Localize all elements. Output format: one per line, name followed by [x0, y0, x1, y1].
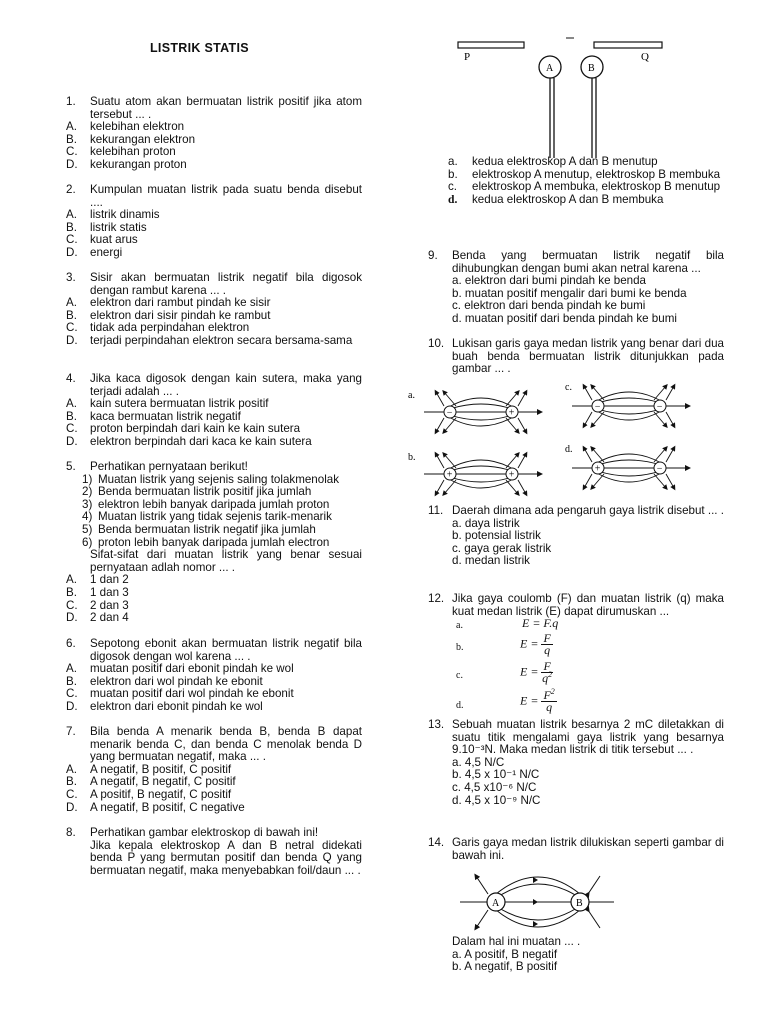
option[interactable]: D. elektron berpindah dari kaca ke kain sutera	[66, 434, 312, 448]
formula-c: E = $\frac{F}{q^2}$	[520, 659, 553, 685]
page-title: LISTRIK STATIS	[150, 41, 249, 55]
option[interactable]: B. listrik statis	[66, 220, 147, 234]
question-tail: Dalam hal ini muatan ... .	[452, 935, 581, 948]
question-text: Suatu atom akan bermuatan listrik positif jika atom tersebut ... .	[90, 95, 362, 121]
fig-c-right-sign: −	[656, 401, 663, 413]
formula-a: E = F.q	[522, 616, 559, 630]
option[interactable]: C. kelebihan proton	[66, 145, 176, 159]
option[interactable]: a. elektron dari bumi pindah ke benda	[452, 274, 647, 288]
option[interactable]: d. 4,5 x 10⁻⁹ N/C	[452, 793, 541, 807]
field-figure-2	[424, 454, 540, 494]
field-figure-1	[424, 392, 540, 432]
statement: 5) Benda bermuatan listrik negatif jika jumlah	[82, 522, 316, 536]
option[interactable]: c. elektroskop A membuka, elektroskop B menutup	[448, 180, 721, 194]
option[interactable]: c. elektron dari benda pindah ke bumi	[452, 299, 646, 313]
label-a: A	[546, 63, 554, 74]
question-1: 1. Suatu atom akan bermuatan listrik positif jika atom tersebut ... . A. kelebihan elektron B. kekurangan elektron C. kelebihan proton D. kekurangan proton	[66, 95, 362, 171]
option[interactable]: c. 4,5 x10⁻⁶ N/C	[452, 780, 537, 794]
option[interactable]: a. kedua elektroskop A dan B menutup	[448, 155, 658, 168]
statement: 3) elektron lebih banyak daripada jumlah proton	[82, 497, 330, 511]
fig-a-right-sign: +	[508, 407, 515, 419]
option[interactable]: a. daya listrik	[452, 516, 520, 530]
option[interactable]: D. terjadi perpindahan elektron secara bersama-sama	[66, 333, 353, 347]
question-text: Sebuah muatan listrik besarnya 2 mC diletakkan di suatu titik mengalami gaya listrik yang besarnya 9.10⁻³N. Maka medan listrik di titik tersebut ... .	[452, 718, 724, 757]
option[interactable]: B. A negatif, B negatif, C positif	[66, 775, 236, 789]
option[interactable]: c. gaya gerak listrik	[452, 541, 552, 555]
option[interactable]: A. muatan positif dari ebonit pindah ke wol	[66, 662, 294, 676]
question-11: 11. Daerah dimana ada pengaruh gaya listrik disebut ... . a. daya listrik b. potensial listrik c. gaya gerak listrik d. medan listrik	[428, 504, 724, 568]
question-text: Kumpulan muatan listrik pada suatu benda disebut ....	[90, 183, 362, 209]
statement: 4) Muatan listrik yang tidak sejenis tarik-menarik	[82, 510, 332, 524]
question-4: 4. Jika kaca digosok dengan kain sutera, maka yang terjadi adalah ... . A. kain sutera bermuatan listrik positif B. kaca bermuatan listrik negatif C. proton berpindah dari kain ke kain sutera D. elektron berpindah dari kaca ke kain sutera	[66, 372, 362, 448]
question-text: Bila benda A menarik benda B, benda B dapat menarik benda C, dan benda C menolak benda D yang bermuatan negatif, maka ... .	[90, 725, 362, 764]
question-text: Lukisan garis gaya medan listrik yang benar dari dua buah benda bermuatan listrik ditunjukkan pada gambar ... .	[452, 337, 724, 376]
label-p: P	[464, 51, 471, 63]
diagram-label-a: a.	[408, 390, 415, 401]
option[interactable]: A. A negatif, B positif, C positif	[66, 762, 232, 776]
option[interactable]: C. kuat arus	[66, 233, 138, 247]
question-text: Garis gaya medan listrik dilukiskan seperti gambar di bawah ini.	[452, 836, 724, 862]
field-lines-q14	[458, 868, 618, 936]
question-10: 10. Lukisan garis gaya medan listrik yang benar dari dua buah benda bermuatan listrik ditunjukkan pada gambar ... .	[428, 337, 724, 376]
statement: 6) proton lebih banyak daripada jumlah electron	[82, 535, 330, 549]
question-12: 12. Jika gaya coulomb (F) dan muatan listrik (q) maka kuat medan listrik (E) dapat dirumuskan ...	[428, 592, 724, 618]
option[interactable]: D. 2 dan 4	[66, 611, 129, 625]
option[interactable]: a. A positif, B negatif	[452, 947, 558, 961]
question-6: 6. Sepotong ebonit akan bermuatan listrik negatif bila digosok dengan wol karena ... . A. muatan positif dari ebonit pindah ke wol B. elektron dari wol pindah ke ebonit C. muatan positif dari wol pindah ke ebonit D. elektron dari ebonit pindah ke wol	[66, 637, 362, 713]
statement: 2) Benda bermuatan listrik positif jika jumlah	[82, 485, 312, 499]
question-tail: Sifat-sifat dari muatan listrik yang benar sesuai pernyataan adlah nomor ... .	[90, 548, 362, 574]
option[interactable]: C. tidak ada perpindahan elektron	[66, 321, 250, 335]
diagram-label-c: c.	[565, 382, 572, 393]
option[interactable]: A. 1 dan 2	[66, 573, 129, 587]
question-14-tail	[428, 936, 748, 974]
option[interactable]: B. elektron dari wol pindah ke ebonit	[66, 674, 263, 688]
fig-c-left-sign: −	[594, 401, 601, 413]
option[interactable]: d. medan listrik	[452, 554, 530, 568]
option[interactable]: C. 2 dan 3	[66, 598, 129, 612]
field-figure-4	[572, 448, 688, 488]
charge-b-label: B	[576, 898, 583, 909]
option[interactable]: a. 4,5 N/C	[452, 755, 505, 769]
question-8: 8. Perhatikan gambar elektroskop di bawah ini! Jika kepala elektroskop A dan B netral didekati benda P yang bermutan positif dan benda Q yang bermuatan negatif, maka menyebabkan foil/daun ... .	[66, 826, 362, 877]
option[interactable]: B. kekurangan elektron	[66, 132, 196, 146]
question-text: Jika gaya coulomb (F) dan muatan listrik (q) maka kuat medan listrik (E) dapat dirumuskan ...	[452, 592, 724, 618]
field-lines-diagrams	[406, 380, 708, 502]
question-14: 14. Garis gaya medan listrik dilukiskan seperti gambar di bawah ini.	[428, 836, 724, 862]
question-8-options	[448, 156, 724, 206]
fig-b-right-sign: +	[508, 469, 515, 481]
object-q	[594, 42, 662, 48]
question-text: Sepotong ebonit akan bermuatan listrik negatif bila digosok dengan wol karena ... .	[90, 637, 362, 663]
fig-a-left-sign: −	[446, 407, 453, 419]
question-3: 3. Sisir akan bermuatan listrik negatif bila digosok dengan rambut karena ... . A. elektron dari rambut pindah ke sisir B. elektron dari sisir pindah ke rambut C. tidak ada perpindahan elektron D. terjadi perpindahan elektron secara bersama-sama	[66, 271, 362, 347]
option[interactable]: b. potensial listrik	[452, 529, 541, 543]
question-7: 7. Bila benda A menarik benda B, benda B dapat menarik benda C, dan benda C menolak benda D yang bermuatan negatif, maka ... . A. A negatif, B positif, C positif B. A negatif, B negatif, C positif C. A positif, B negatif, C positif D. A negatif, B positif, C negative	[66, 725, 362, 814]
option[interactable]: C. muatan positif dari wol pindah ke ebonit	[66, 687, 294, 701]
option[interactable]: A. kelebihan elektron	[66, 120, 185, 134]
question-5: 5. Perhatikan pernyataan berikut! 1) Muatan listrik yang sejenis saling tolakmenolak 2) Benda bermuatan listrik positif jika jumlah 3) elektron lebih banyak daripada jumlah proton 4) Muatan listrik yang tidak sejenis tarik-menarik 5) Benda bermuatan listrik negatif jika jumlah 6) proton lebih banyak daripada jumlah electron Sifat-sifat dari muatan listrik yang benar sesuai pernyataan adlah nomor ... . A. 1 dan 2 B. 1 dan 3 C. 2 dan 3 D. 2 dan 4	[66, 460, 362, 625]
question-2: 2. Kumpulan muatan listrik pada suatu benda disebut .... A. listrik dinamis B. listrik statis C. kuat arus D. energi	[66, 183, 362, 259]
question-13: 13. Sebuah muatan listrik besarnya 2 mC diletakkan di suatu titik mengalami gaya listrik yang besarnya 9.10⁻³N. Maka medan listrik di titik tersebut ... . a. 4,5 N/C b. 4,5 x 10⁻¹ N/C c. 4,5 x10⁻⁶ N/C d. 4,5 x 10⁻⁹ N/C	[428, 718, 724, 807]
field-figure-3	[572, 386, 688, 426]
question-text-continued: Jika kepala elektroskop A dan B netral didekati benda P yang bermutan positif dan benda Q yang bermuatan negatif, maka menyebabkan foil/daun ... .	[90, 838, 362, 877]
option[interactable]: A. listrik dinamis	[66, 208, 160, 222]
label-b: B	[588, 63, 595, 74]
formula-label-b: b.	[456, 642, 464, 653]
diagram-label-d: d.	[565, 444, 573, 455]
electroscope-diagram	[454, 30, 664, 158]
question-text: Perhatikan pernyataan berikut!	[90, 460, 248, 473]
fig-b-left-sign: +	[446, 469, 453, 481]
option[interactable]: d. muatan positif dari benda pindah ke bumi	[452, 311, 677, 325]
object-p	[458, 42, 524, 48]
option[interactable]: b. A negatif, B positif	[452, 960, 558, 974]
statement: 1) Muatan listrik yang sejenis saling tolakmenolak	[82, 472, 340, 486]
formula-label-c: c.	[456, 670, 463, 681]
option[interactable]: C. A positif, B negatif, C positif	[66, 787, 232, 801]
question-text: Sisir akan bermuatan listrik negatif bila digosok dengan rambut karena ... .	[90, 271, 362, 297]
option[interactable]: A. elektron dari rambut pindah ke sisir	[66, 296, 271, 310]
diagram-label-b: b.	[408, 452, 416, 463]
option[interactable]: b. muatan positif mengalir dari bumi ke benda	[452, 286, 687, 300]
question-text: Benda yang bermuatan listrik negatif bila dihubungkan dengan bumi akan netral karena ...	[452, 249, 724, 275]
question-text: Jika kaca digosok dengan kain sutera, maka yang terjadi adalah ... .	[90, 372, 362, 398]
option[interactable]: B. 1 dan 3	[66, 585, 129, 599]
question-text: Daerah dimana ada pengaruh gaya listrik disebut ... .	[452, 504, 724, 517]
formula-d: E = $\frac{F^2}{q}$	[520, 687, 555, 714]
question-text: Perhatikan gambar elektroskop di bawah ini!	[90, 826, 319, 839]
option[interactable]: D. kekurangan proton	[66, 157, 187, 171]
formula-label-a: a.	[456, 620, 463, 631]
option[interactable]: C. proton berpindah dari kain ke kain sutera	[66, 422, 301, 436]
option[interactable]: A. kain sutera bermuatan listrik positif	[66, 397, 269, 411]
field-line-figures	[424, 386, 688, 494]
option[interactable]: d. kedua elektroskop A dan B membuka	[448, 192, 664, 206]
option[interactable]: b. elektroskop A menutup, elektroskop B membuka	[448, 167, 721, 181]
fig-d-right-sign: −	[656, 463, 663, 475]
label-q: Q	[641, 51, 649, 63]
formula-b: E = $\frac{F}{q}$	[520, 631, 551, 657]
fig-d-left-sign: +	[594, 463, 601, 475]
option[interactable]: D. elektron dari ebonit pindah ke wol	[66, 699, 263, 713]
option[interactable]: D. energi	[66, 245, 123, 259]
option[interactable]: b. 4,5 x 10⁻¹ N/C	[452, 768, 540, 782]
option[interactable]: D. A negatif, B positif, C negative	[66, 800, 245, 814]
option[interactable]: B. kaca bermuatan listrik negatif	[66, 409, 241, 423]
option[interactable]: B. elektron dari sisir pindah ke rambut	[66, 308, 271, 322]
formula-label-d: d.	[456, 700, 464, 711]
charge-a-label: A	[492, 898, 500, 909]
question-9: 9. Benda yang bermuatan listrik negatif bila dihubungkan dengan bumi akan netral karena ... a. elektron dari bumi pindah ke benda b. muatan positif mengalir dari bumi ke benda c. elektron dari benda pindah ke bumi d. muatan positif dari benda pindah ke bumi	[428, 249, 724, 325]
